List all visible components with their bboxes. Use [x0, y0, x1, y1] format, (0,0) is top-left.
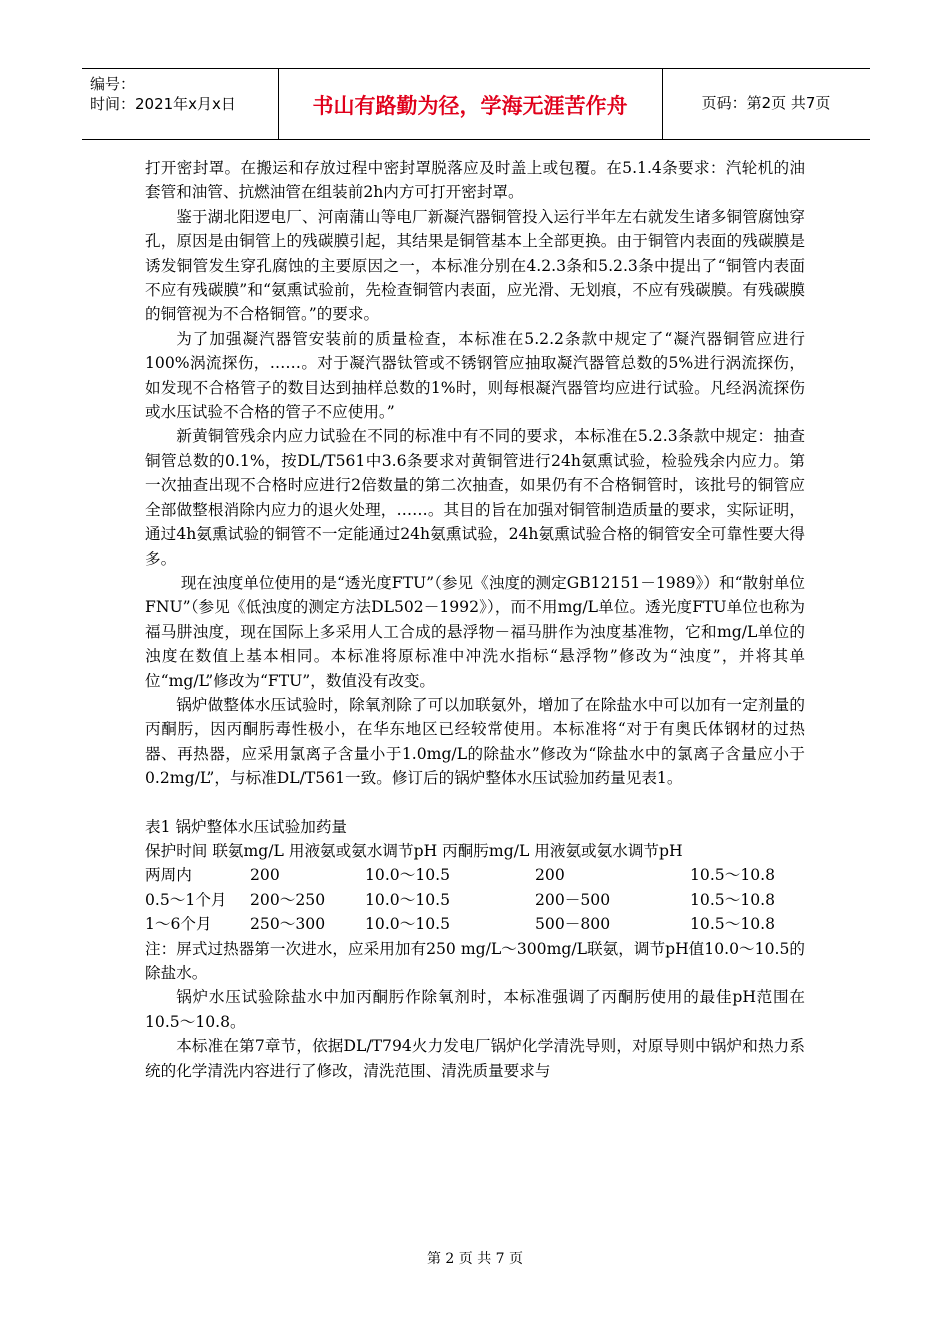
spacer [145, 791, 805, 815]
table-cell: 1～6个月 [145, 915, 212, 934]
table-cell: 两周内 [145, 866, 192, 885]
table-cell: 200～250 [250, 890, 326, 909]
table-cell: 0.5～1个月 [145, 890, 227, 909]
table-row [145, 888, 805, 912]
table-title: 表1 锅炉整体水压试验加药量 [145, 817, 348, 836]
paragraph: 锅炉做整体水压试验时，除氧剂除了可以加联氨外，增加了在除盐水中可以加有一定剂量的丙酮肟，因丙酮肟毒性极小，在华东地区已经较常使用。本标准将“对于有奥氏体钢材的过热器、再热器，应采用氯离子含量小于1.0mg/L的除盐水”修改为“除盐水中的氯离子含量应小于0.2mg/L”，与标准DL/T561一致。修订后的锅炉整体水压试验加药量见表1。 [145, 695, 805, 788]
header-bottom-rule [82, 139, 870, 140]
table-cell: 10.5～10.8 [690, 890, 776, 909]
table-cell: 10.0～10.5 [365, 915, 451, 934]
table-cell: 250～300 [250, 915, 326, 934]
paragraph: 现在浊度单位使用的是“透光度FTU”（参见《浊度的测定GB12151－1989》）和“散射单位FNU”（参见《低浊度的测定方法DL502－1992》），而不用mg/L单位。透光度FTU单位也称为福马肼浊度，现在国际上多采用人工合成的悬浮物－福马肼作为浊度基准物，它和mg/L单位的浊度在数值上基本相同。本标准将原标准中冲洗水指标“悬浮物”修改为“浊度”，并将其单位“mg/L”修改为“FTU”，数值没有改变。 [145, 573, 805, 690]
header-meta [90, 74, 236, 114]
table-cell: 200－500 [535, 890, 611, 909]
paragraph: 为了加强凝汽器管安装前的质量检查，本标准在5.2.2条款中规定了“凝汽器铜管应进行100%涡流探伤，……。对于凝汽器钛管或不锈钢管应抽取凝汽器管总数的5%进行涡流探伤，如发现不合格管子的数目达到抽样总数的1%时，则每根凝汽器管均应进行试验。凡经涡流探伤或水压试验不合格的管子不应使用。” [145, 329, 805, 422]
paragraph: 鉴于湖北阳逻电厂、河南蒲山等电厂新凝汽器铜管投入运行半年左右就发生诸多铜管腐蚀穿孔，原因是由铜管上的残碳膜引起，其结果是铜管基本上全部更换。由于铜管内表面的残碳膜是诱发铜管发生穿孔腐蚀的主要原因之一，本标准分别在4.2.3条和5.2.3条中提出了“铜管内表面不应有残碳膜”和“氨熏试验前，先检查铜管内表面，应光滑、无划痕，不应有残碳膜。有残碳膜的铜管视为不合格铜管。”的要求。 [145, 207, 805, 324]
document-body [145, 156, 805, 1083]
table-cell: 200 [535, 866, 565, 885]
table-cell: 10.5～10.8 [690, 915, 776, 934]
table-cell: 10.0～10.5 [365, 890, 451, 909]
dosage-table [145, 815, 805, 986]
paragraph: 新黄铜管残余内应力试验在不同的标准中有不同的要求，本标准在5.2.3条款中规定：抽查铜管总数的0.1%，按DL/T561中3.6条要求对黄铜管进行24h氨熏试验，检验残余内应力。第一次抽查出现不合格时应进行2倍数量的第二次抽查，如果仍有不合格铜管时，该批号的铜管应全部做整根消除内应力的退火处理，……。其目的旨在加强对铜管制造质量的要求，实际证明，通过4h氨熏试验的铜管不一定能通过24h氨熏试验，24h氨熏试验合格的铜管安全可靠性要大得多。 [145, 427, 805, 568]
page-header [82, 68, 870, 140]
paragraph: 锅炉水压试验除盐水中加丙酮肟作除氧剂时，本标准强调了丙酮肟使用的最佳pH范围在10.5～10.8。 [145, 988, 805, 1031]
table-row [145, 912, 805, 936]
table-row [145, 863, 805, 887]
number-label: 编号： [90, 75, 136, 93]
header-page-info: 页码：第2页 共7页 [701, 94, 831, 112]
table-cell: 200 [250, 866, 280, 885]
table-header-text: 保护时间 联氨mg/L 用液氨或氨水调节pH 丙酮肟mg/L 用液氨或氨水调节pH [145, 841, 683, 860]
table-header [145, 839, 805, 863]
paragraph: 本标准在第7章节，依据DL/T794火力发电厂锅炉化学清洗导则，对原导则中锅炉和热力系统的化学清洗内容进行了修改，清洗范围、清洗质量要求与 [145, 1037, 805, 1080]
table-cell: 10.0～10.5 [365, 866, 451, 885]
table-cell: 500－800 [535, 915, 611, 934]
header-motto: 书山有路勤为径，学海无涯苦作舟 [312, 94, 628, 118]
table-cell: 10.5～10.8 [690, 866, 776, 885]
page-footer: 第 2 页 共 7 页 [426, 1251, 524, 1267]
date-line: 时间：2021年x月x日 [90, 95, 236, 113]
paragraph: 打开密封罩。在搬运和存放过程中密封罩脱落应及时盖上或包覆。在5.1.4条要求：汽轮机的油套管和油管、抗燃油管在组装前2h内方可打开密封罩。 [145, 159, 805, 202]
header-top-rule [82, 68, 870, 69]
table-note: 注：屏式过热器第一次进水，应采用加有250 mg/L～300mg/L联氨，调节pH值10.0～10.5的除盐水。 [145, 939, 805, 982]
